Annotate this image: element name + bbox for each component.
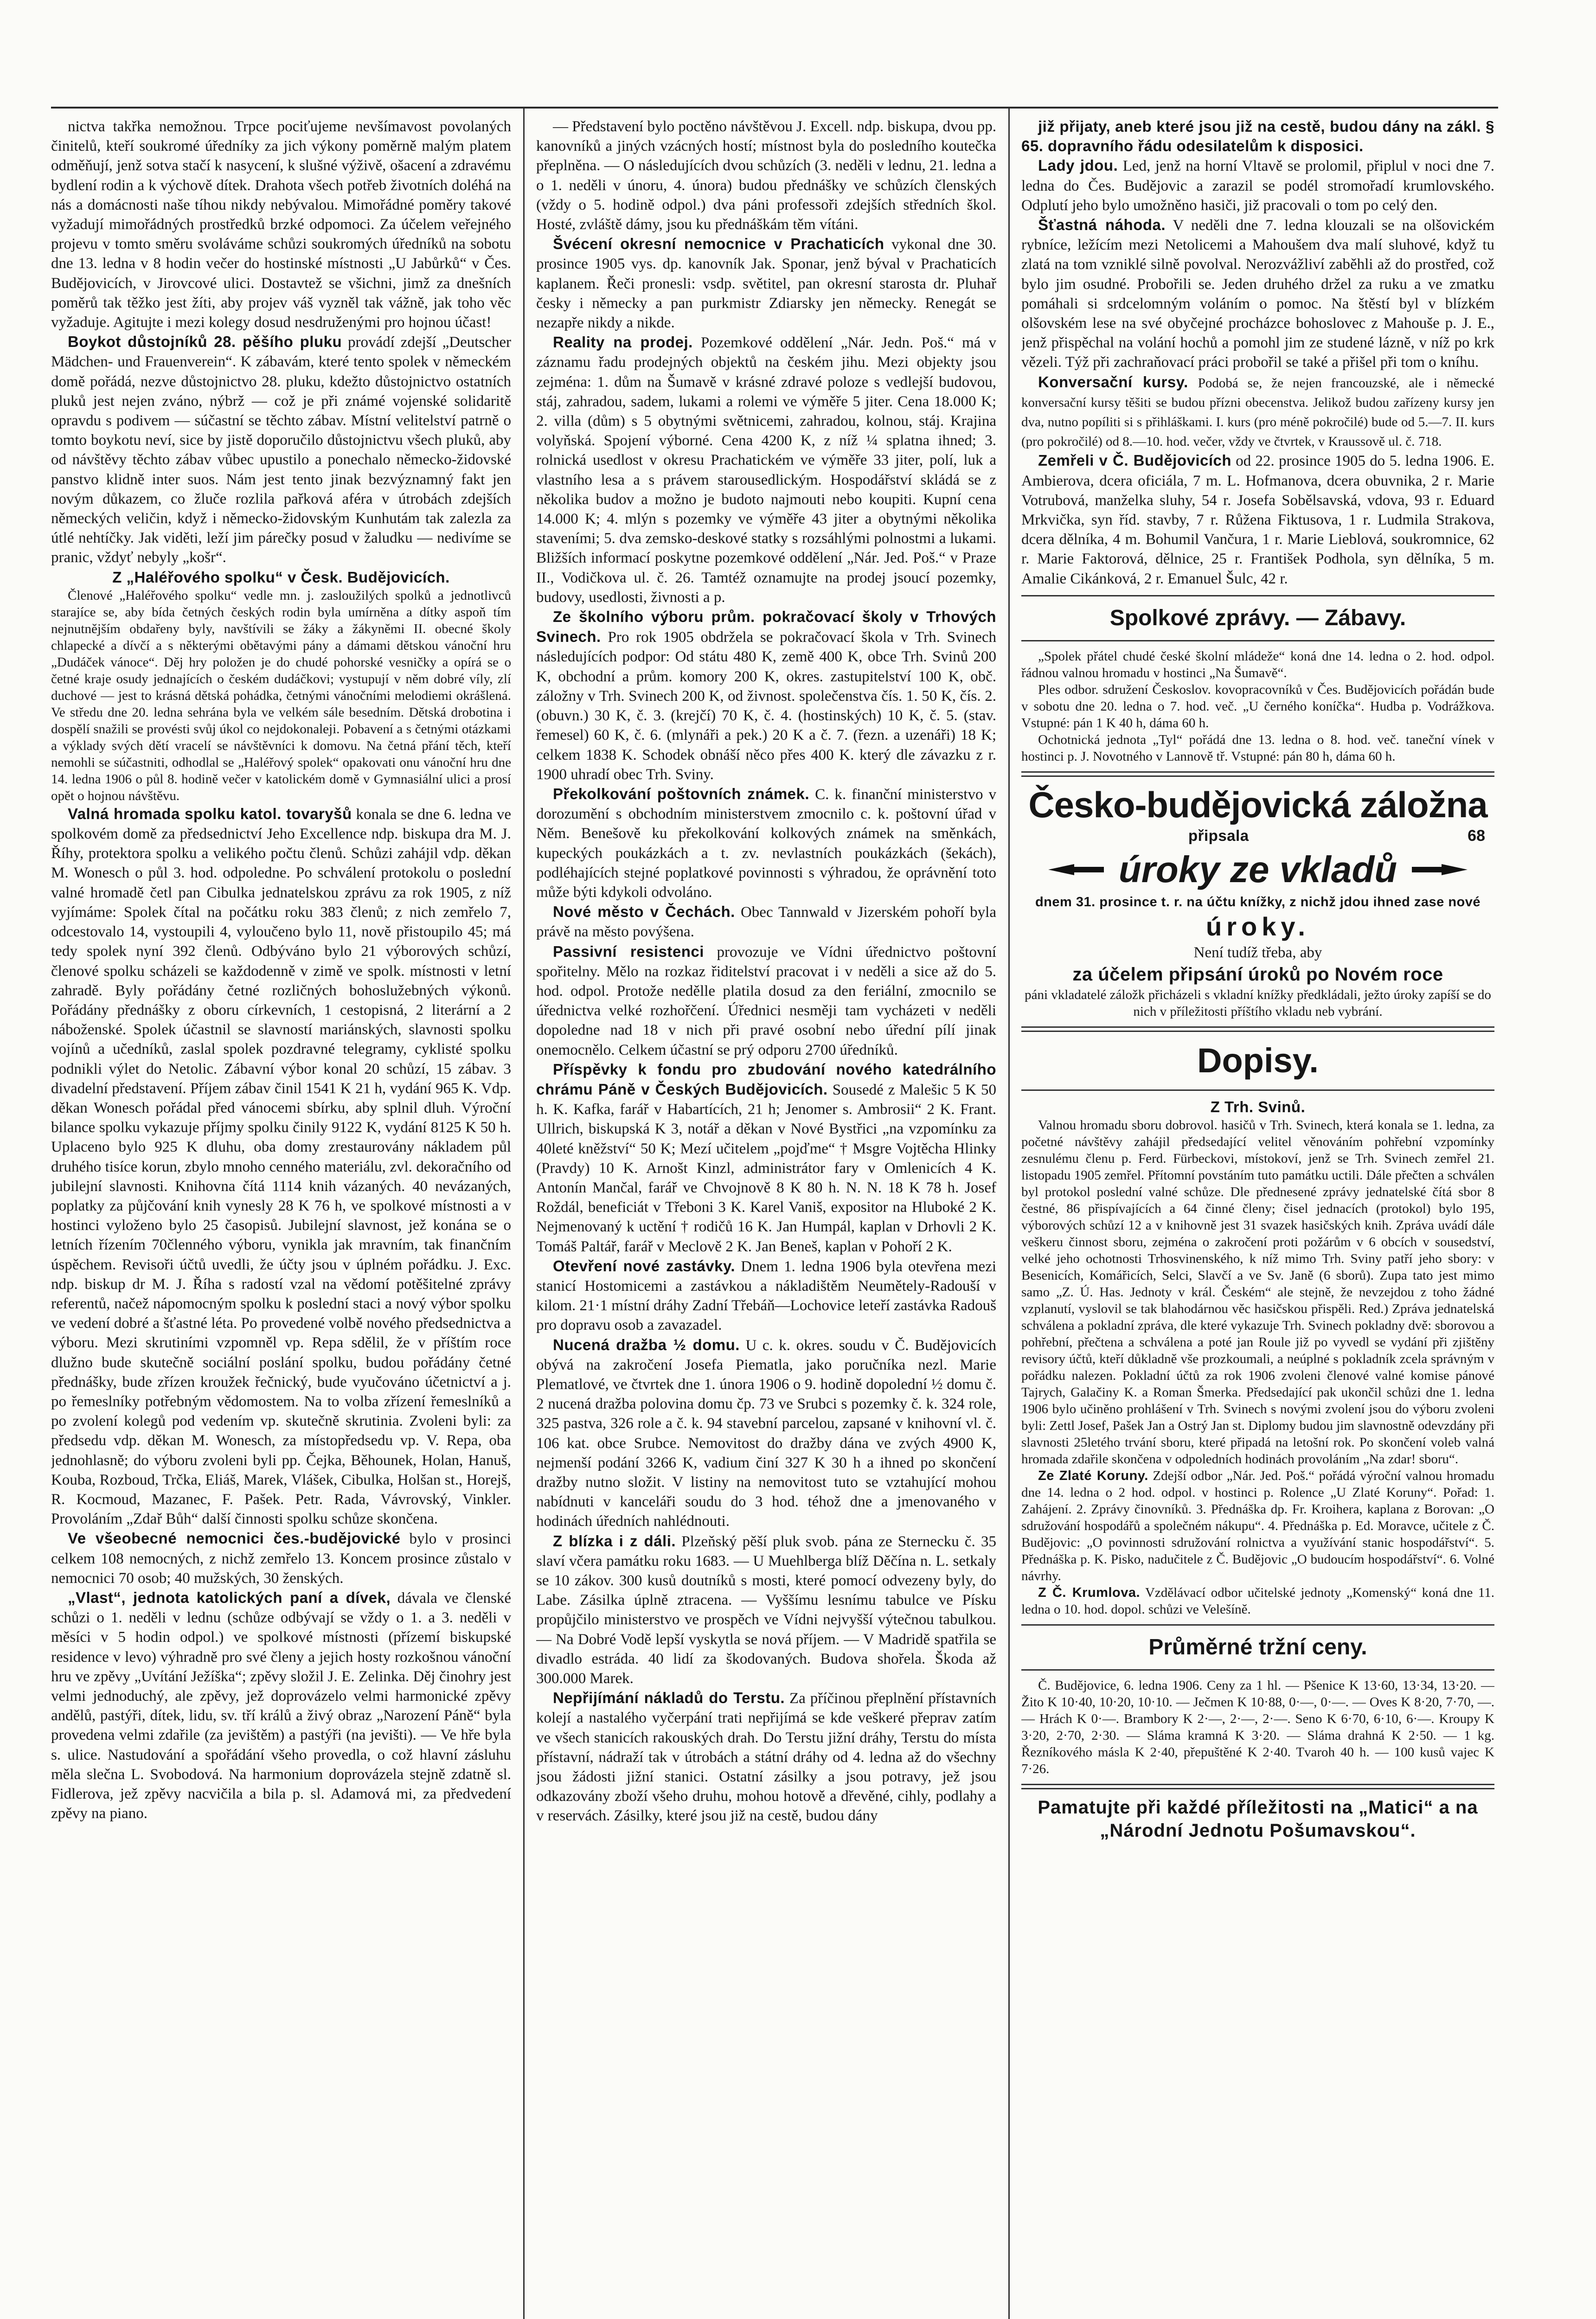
section-divider xyxy=(1021,1026,1494,1032)
article-text: Členové „Haléřového spolku“ vedle mn. j. zasloužilých spolků a jednotlivců starajíce se, aby bída četných českých rodin byla umírněna a dítky aspoň tím nejnutnějším obdařeny byly, navštívili se žáky a žákyněmi II. obecné školy chlapecké a dívčí a s některými obětavými pány a dámami dětskou vánoční hru „Dudáček vánoce“. Děj hry položen je do chudé pohorské vesničky a opírá se o četné kraje osudy jednajících o českém dudáčkovi; vystupují v něm dobré víly, zlí duchové — jest to krásná dětská pohádka, četnými vánočními melodiemi okrášlená. Ve středu dne 20. ledna sehrána byla ve velkém sále besedním. Dětská drobotina i dospělí snažili se provésti svůj úkol co nejdokonaleji. Pobavení a s četnými otázkami a výklady svých dětí vracelí se návštěvníci k domovu. Na četná přání těch, kteří nemohli se súčastniti, odhodlal se „Haléřový spolek“ opakovati onu vánoční hru dne 14. ledna 1906 o půl 8. hodině večer v katolickém domě v Gymnasiální ulici a prosí opět o hojnou návštěvu. xyxy=(51,588,511,803)
article-heading: Nucená dražba ½ domu. xyxy=(553,1336,740,1353)
event-notice: Ples odbor. sdružení Českoslov. kovopracovníků v Čes. Budějovicích pořádán bude v sobotu dne 20. ledna o 7. hod. več. „U černého koníčka“. Hudba p. Vodrážkova. Vstupné: pán 1 K 40 h, dáma 60 h. xyxy=(1021,682,1494,730)
article-heading: Valná hromada spolku katol. tovaryšů xyxy=(68,805,352,822)
article-heading: Ze Zlaté Koruny. xyxy=(1038,1468,1148,1484)
article-body: Obec Tannwald v Jizerském pohoří byla právě na město povýšena. xyxy=(536,904,996,941)
article-body: Za příčinou přeplnění přístavních kolejí a nastalého vyčerpání trati nepřijímá se kde veškeré přeprav zatím ve všech stanicích rakouských drah. Do Terstu jižní dráhy, Terstu do místa přístavní, nádraží tak v útrobách a státní dráhy od 4. ledna až do všechny jsou žádosti jižní stanici. Ostatní zásilky a jsou potravy, jež jsou odkazovány zboží všeho druhu, mohou hotově a dřevěné, cihly, podlahy a v reservách. Zásilky, které jsou již na cestě, budou dány xyxy=(536,1690,996,1825)
advert-number: 68 xyxy=(1468,826,1485,845)
section-title: Dopisy. xyxy=(1197,1041,1319,1080)
market-prices: Č. Budějovice, 6. ledna 1906. Ceny za 1 hl. — Pšenice K 13·60, 13·34, 13·20. — Žito K 10·40, 10·20, 10·10. — Ječmen K 10·88, 0·—, 0·—. — Oves K 8·20, 7·70, —. — Hrách K 0·—. Brambory K 2·—, 2·—, 2·—. Seno K 6·70, 6·10, 6·—. Kroupy K 3·20, 2·70, 2·30. — Sláma kramná K 3·20. — Sláma drahná K 2·50. — 1 kg. Řezníkového másla K 2·40, přepuštěné K 2·40. Tvaroh 40 h. — 100 kusů vajec K 7·26. xyxy=(1021,1678,1494,1777)
column-rule xyxy=(1008,109,1010,2319)
section-title: Spolkové zprávy. — Zábavy. xyxy=(1109,605,1406,630)
article-text xyxy=(536,234,996,333)
section-divider xyxy=(1021,771,1494,777)
article-body: provádí zdejší „Deutscher Mädchen- und Frauenverein“. K zábavám, které tento spolek v německém domě pořádá, nezve důstojnictvo 28. pluku, kdežto důstojnictvo ostatních pluků jest nejen zváno, nýbrž — což je při známé vojenské solidaritě opravdu s podivem — súčastní se těchto zábav. Místní velitelství patrně o tomto boykotu neví, sice by jistě doporučilo důstojnictvu všech pluků, aby od návštěvy těchto zábav vůbec upustilo a ponechalo německo-židovské panstvo klidně inter suos. Nám jest tento jinak bezvýznamný fakt jen novým důkazem, co žluče rozlila pařková aféra v útrobách zdejších německých veličin, když i německo-židovským Kunhutám tak zalezla za útlé nehtíčky. Jak viděti, leží jim párečky posud v žaludku — nedivíme se pranic, vždyť nebyly „košr“. xyxy=(51,334,511,566)
article-heading: Překolkování poštovních známek. xyxy=(553,785,810,802)
section-divider xyxy=(1021,1669,1494,1671)
article-heading: Ve všeobecné nemocnici čes.-budějovické xyxy=(68,1530,401,1547)
article-text xyxy=(536,942,996,1060)
article-text xyxy=(51,1529,511,1588)
article-heading: Z blízka i z dáli. xyxy=(553,1532,676,1550)
article-body: konala se dne 6. ledna ve spolkovém domě za předsednictví Jeho Excellence ndp. biskupa dra M. J. Říhy, protektora spolku a velikého počtu členů. Schůzi zahájil vdp. děkan M. Wonesch o půl 3. hod. odpoledne. Po schválení protokolu o poslední valné hromadě četl pan Cibulka jednatelskou zprávu za rok 1905, z níž vyjímáme: Spolek čítal na počátku roku 383 členů; z nich zemřelo 7, odcestovalo 14, vystoupili 4, vyloučeno bylo 11, nově přistoupilo 45; má tedy spolek nyní 392 členů. Odbýváno bylo 21 výborových schůzí, členové spolku scházeli se každodenně v zimě ve spolk. místnosti v letní zahradě. Byly pořádány četné rozličných bohoslužebných výkonů. Pořádány přednášky z oboru církevních, 1 cestopisná, 2 literární a 2 náboženské. Spolek účastnil se slavností mariánských, slavnosti spolku vojínů a učedníků, zaslal spolek pozdravné telegramy, cyklisté spolku podnikli výlet do Netolic. Zábavní výbor konal 20 schůzí, 15 zábav. 3 divadelní představení. Příjem zábav činil 1541 K 21 h, vydání 965 K. Vdp. děkan Wonesch pořádal před vánocemi sbírku, aby splnil dluh. Výroční bilance spolku vykazuje příjmy spolku činily 9122 K, vydání 8125 K 50 h. Uplaceno bylo 925 K dluhu, oba domy zrestaurovány nákladem půl druhého tisíce korun, zbylo mnoho cenného materiálu, zvl. dekoračního od jubilejní slavnosti. Knihovna čítá 1114 knih vázaných. 40 nevázaných, poplatky za půjčování knih vynesly 28 K 76 h, ve spolkové místnosti a v hostinci vyloženo bylo 25 časopisů. Jubilejní slavnost, jež konána se o letních řízením 70členného výboru, vynikla jak mravním, tak finančním úspěchem. Revisoři účtů uvedli, že účty jsou v úplném pořádku. J. Exc. ndp. biskup dr M. J. Říha s radostí vzal na vědomí potěšitelné zprávy referentů, načež nápomocným spolku k poslední staci a nový výbor spolku ve vedení dobré a šťastné léta. Po provedené volbě nového předsednictva a výboru. Mezi skrutiními vzpomněl vp. Repa sdělil, že v příštím roce dlužno bude skutečně sociální poslání spolku, budou pořádány četné přednášky, bude zřízen kroužek řečnický, bude vyučováno účetnictví a j. po řemeslníky potřebným vědomostem. Na to volba zřízení řemeslníků a po zvolení kolegů pod vedením vp. skutečně skrutinia. Zvoleni byli: za předsedu vdp. děkan M. Wonesch, za místopředsedu vp. V. Repa, oba jednohlasně; do výboru zvoleni byli pp. Čejka, Běhounek, Holan, Hanuš, Kouba, Rozboud, Trčka, Eliáš, Marek, Vlášek, Cibulka, Holšan st., Horejš, R. Kocmoud, Mazanec, F. Pašek. Petr. Rada, Vávrovský, Vinkler. Provoláním „Zdař Bůh“ další činnosti spolku schůze skončena. xyxy=(51,806,511,1528)
advert-subtitle: připsala xyxy=(1188,826,1249,844)
advert-text: dnem 31. prosince t. r. na účtu knížky, z nichž jdou ihned zase nové xyxy=(1035,895,1481,910)
article-text xyxy=(51,332,511,567)
article-text xyxy=(1021,372,1494,451)
article-body: dávala ve členské schůzi o 1. neděli v lednu (schůze odbývají se vždy o 1. a 3. neděli v měsíci v 5 hodin odpol.) ve spolkové místnosti (přízemí biskupské residence v levo) výhradně pro své členy a jejich hosty rozkošnou vánoční hru ve zpěvy „Uvítání Ježíška“; zpěvy složil J. E. Zelinka. Děj činohry jest velmi jednoduchý, ale zpěvy, jež doprovázelo velmi harmonické zpěvy andělů, pastýři, dítek, lidu, sv. tří králů a živý obraz „Narození Páně“ byla provedena velmi zdařile (za jevištěm) a pastýři (na jevišti). — Ve hře byla s. ulice. Nastudování a spořádání všeho provedla, o což hlavní zásluhu měla slečna L. Svobodová. Na harmonium doprovázela stejně zdatně sl. Fidlerova, jež zpěvy nacvičila a bila p. sl. Adamová mi, za předvedení zpěvy na piano. xyxy=(51,1590,511,1822)
article-body: Dnem 1. ledna 1906 byla otevřena mezi stanicí Hostomicemi a zastávkou a nákladištěm Neumětely-Radouší v kilom. 21·1 místní dráhy Zadní Třebáň—Lochovice leteří zastávka Radouš pro dopravu osob a zavazadel. xyxy=(536,1258,996,1334)
article-body: od 22. prosince 1905 do 5. ledna 1906. E. Ambierova, dcera oficiála, 7 m. L. Hofmanova, dcera obuvnika, 2 r. Marie Votrubová, manželka sluhy, 54 r. Josefa Sobělsavská, vdova, 93 r. Eduard Mrkvička, syn říd. stavby, 7 r. Růžena Fiktusova, 1 r. Ludmila Strakova, dcera dělníka, 4 m. Bohumil Vančura, 1 r. Marie Lieblová, soukromnice, 62 r. Marie Faktorová, dělnice, 25 r. František Podhola, syn dělníka, 5 m. Amalie Cikánková, 2 r. Emanuel Šulc, 42 r. xyxy=(1021,453,1494,587)
advert-subheadline: úroky. xyxy=(1206,912,1310,942)
article-text xyxy=(51,804,511,1529)
article-text xyxy=(536,1256,996,1335)
pointing-hand-icon xyxy=(1046,860,1107,879)
page-frame xyxy=(51,107,1498,2319)
article-body: Led, jenž na horní Vltavě se prolomil, připlul v noci dne 7. ledna do Čes. Budějovic a zarazil se podél stromořadí krumlovského. Odplutí jeho bylo umožněno hasiči, již pracovali o tom po celý den. xyxy=(1021,158,1494,214)
article-text xyxy=(536,607,996,784)
advert-title: Česko-budějovická záložna xyxy=(1028,784,1487,825)
article-heading: Otevření nové zastávky. xyxy=(553,1257,736,1275)
article-heading: Konversační kursy. xyxy=(1038,373,1188,391)
closing-appeal: Pamatujte při každé příležitosti na „Matici“ a na „Národní Jednotu Pošumavskou“. xyxy=(1038,1797,1478,1841)
column-3 xyxy=(1021,117,1494,2319)
article-heading: Nepřijímání nákladů do Terstu. xyxy=(553,1689,785,1707)
article-heading: Z Trh. Svinů. xyxy=(1210,1098,1306,1116)
section-title: Průměrné tržní ceny. xyxy=(1148,1635,1367,1660)
section-divider xyxy=(1021,1624,1494,1626)
article-body: Pro rok 1905 obdržela se pokračovací škola v Trh. Svinech následujících podpor: Od státu 480 K, země 400 K, obce Trh. Svinů 200 K, obchodní a prům. komory 200 K, okres. zastupitelství 100 K, obč. záložny v Trh. Svinech 200 K, od živnost. společenstva čís. 1. 50 K, čís. 2. (obuvn.) 30 K, č. 3. (krejčí) 70 K, č. 4. (hostinských) 10 K, č. 5. (stav. řemesel) 60 K, č. 6. (mlynáři a pek.) 20 K a č. 7. (řezn. a uzenáři) 18 K; celkem 1838 K. Schodek obnáší něco přes 400 K. který dle závazku z r. 1900 uhradí obec Trh. Sviny. xyxy=(536,629,996,783)
article-heading: Příspěvky k fondu pro zbudování nového katedrálního chrámu Páně v Českých Budějovicích. xyxy=(536,1060,996,1098)
article-text xyxy=(1021,215,1494,372)
article-body: C. k. finanční ministerstvo v dorozumění s obchodním ministerstvem zmocnilo c. k. poštovní úřad v Něm. Benešově ku překolkování kolkových známek na směnkách, kupeckých poukázkách a t. zv. nevlastních poukázkách (šekách), podléhajících stejné poplatkové povinnosti s výhradou, že oprávnění toto může býti kdykoli odvoláno. xyxy=(536,786,996,901)
event-notice: „Spolek přátel chudé české školní mládeže“ koná dne 14. ledna o 2. hod. odpol. řádnou valnou hromadu v hostinci „Na Šumavě“. xyxy=(1021,648,1494,680)
article-text xyxy=(536,1060,996,1256)
section-divider xyxy=(1021,1089,1494,1091)
article-text: Valnou hromadu sboru dobrovol. hasičů v Trh. Svinech, která konala se 1. ledna, za početné návštěvy zahájil předsedající velitel věnováním pohřební vzpomínky zesnulému členu p. Ferd. Fürbeckovi, místokoví, jenž se Trh. Svinech zemřel 21. listopadu 1905 zemřel. Přítomní povstáním tuto památku uctili. Dále přečten a schválen byl protokol poslední valné schůze. Dle přednesené zprávy jednatelské čítá sbor 8 čestné, 86 přispívajících a 64 činné členy; čisel jednacích (protokol) bylo 195, výborových schůzí 12 a v knihovně jest 31 svazek hasičských knih. Zpráva uvádí dále veškeru činnost sboru, zejména o zakročení proti požárům v 6 obcích v sousedství, velké jeho ochotnosti Trhosvinenského, k níž mimo Trh. Sviny patří jeho sbory: v Besenicích, Komářicích, Selci, Slavčí a ve Sv. Janě (6 sborů). Zupa tato jest mimo samo „Z. Ú. Has. Jednoty v král. Českém“ ale stejně, že nevzejdou z toho žádné vzplanutí, vyslovil se tak blahodárnou věc hasičskou přispěli. Red.) Zpráva jednatelská schválena a pokladní zpráva, dle které vykazuje Trh. Svinech pokladny dvě: sborovou a pohřební, přečtena a schválena a poté jan Roule již po vyvedl se vydání při zjištěny revisory účtů, kteří důkladně vše prozkoumali, a neúplné s pokladník zcela správným v pořádku nalezen. Pokladní účtů za rok 1906 zvoleni členové valné komise pánové Tajrych, Galačiny K. a Roman Šmerka. Předsedající pak ukončil schůzi dne 1. ledna 1906 bylo učiněno prohlášení v Trh. Svinech s novými zvolení jsou do výboru zvoleni byli: Zettl Josef, Pašek Jan a Ostrý Jan st. Diplomy budou jim slavnostně odevzdány při slavnosti 25letého trvání sboru, které připadá na letošní rok. Po skončení voleb valná hromada zdařile skončena v odpoledních hodinách provoláním „Na zdar! sboru“. xyxy=(1021,1118,1494,1467)
article-heading: „Vlast“, jednota katolických paní a dívek, xyxy=(68,1589,391,1606)
section-divider xyxy=(1021,595,1494,596)
advert-text: páni vkladatelé záložk přicházeli s vkladní knížky předkládali, ježto úroky zapíší se do nich v příležitosti příštího vkladu neb vybrání. xyxy=(1025,987,1491,1019)
article-body: Sousedé z Malešic 5 K 50 h. K. Kafka, farář v Habartících, 21 h; Jenomer s. Ambrosii“ 2 K. Frant. Ullrich, biskupská K 3, notář a děkan v Nové Bystřici „na vzpomínku za 40leté kněžství“ 50 K; Mezí učitelem „pojďme“ † Msgre Vojtěcha Hlinky (Pravdy) 10 K. Arnošt Kinzl, administrátor fary v Omlenicích 4 K. Antonín Mančal, farář ve Chvojnově 8 K 80 h. N. N. 18 K 78 h. Josef Roždál, beneficiát v Třeboni 3 K. Karel Vaniš, expositor na Hluboké 2 K. Nejmenovaný k uctění † rodičů 16 K. Jan Humpál, kaplan v Drhovli 2 K. Tomáš Paltář, farář v Meclově 2 K. Jan Beneš, kaplan v Pohoří 2 K. xyxy=(536,1081,996,1255)
article-heading: Nové město v Čechách. xyxy=(553,903,735,921)
article-body: Vzdělávací odbor učitelské jednoty „Komenský“ koná dne 11. ledna o 10. hod. dopol. schůzi ve Velešíně. xyxy=(1021,1585,1494,1617)
article-body: Zdejší odbor „Nár. Jed. Poš.“ pořádá výroční valnou hromadu dne 14. ledna o 2 hod. odpol. v hostinci p. Rolence „U Zlaté Koruny“. Pořad: 1. Zahájení. 2. Zprávy činovníků. 3. Přednáška dp. Fr. Kroihera, kaplana z Borovan: „O sdružování hospodářů a společném nákupu“. 4. Přednáška p. Ed. Moravce, učitele z Č. Budějovic: „O povinnosti sdružování rolnictva a využívání stanic hospodářství“. 5. Přednáška p. K. Pisko, nadučitele z Č. Budějovic „O budoucím hospodářství“. 6. Volné návrhy. xyxy=(1021,1468,1494,1584)
article-text xyxy=(1021,451,1494,588)
section-divider xyxy=(1021,1784,1494,1789)
article-text xyxy=(1021,1467,1494,1584)
article-body: Plzeňský pěší pluk svob. pána ze Sternecku č. 35 slaví včera památku roku 1683. — U Muehlberga blíž Děčína n. L. setkaly se 10 zákov. 300 kusů doutníků s mosti, které pomocí odvezeny byly, do Labe. Zásilka úplně ztracena. — Vyššímu lesnímu tabulce ve Písku propůjčilo ministerstvo ve prospěch ve Vídni nejvyšší výtečnou tabulkou. — Na Dobré Vodě lepší vyskytla se nová příjem. — V Madridě spatřila se divadlo estráda. 40 lidí za škodovaných. Budova shořela. Škoda až 300.000 Marek. xyxy=(536,1533,996,1687)
article-text xyxy=(536,333,996,607)
article-text xyxy=(536,1531,996,1689)
article-heading: Z „Haléřového spolku“ v Česk. Budějovicích. xyxy=(112,568,450,586)
pointing-hand-icon xyxy=(1409,860,1469,879)
article-heading: Reality na prodej. xyxy=(553,333,693,351)
advert-headline: úroky ze vkladů xyxy=(1118,849,1397,890)
article-body: U c. k. okres. soudu v Č. Budějovicích obývá na zakročení Josefa Piematla, jako poručníka nezl. Marie Plematlové, ve čtvrtek dne 1. února 1906 o 9. hodině dopolední ½ domu č. 2 nucená dražba polovina domu čp. 73 ve Srubci s pozemky č. k. 324 role, 325 pastva, 326 role a č. k. 94 stavební parcelou, zapsané v knihovní vl. č. 106 kat. obce Srubce. Nemovitost do dražby dána ve zvých 4900 K, nejmenší podání 3266 K, vadium činí 327 K 30 h a ihned po skončení dražby nutno složit. V listiny na nemovitost tuto se vztahující mohou nabídnuti v kanceláři soudu do 3 hod. téhož dne a jmenovaného v hodinách úředních nahlédnouti. xyxy=(536,1337,996,1530)
article-text: — Představení bylo poctěno návštěvou J. Excell. ndp. biskupa, dvou pp. kanovníků a jiných vzácných hostí; místnost byla do posledního koutečka přeplněna. — O následujících dvou schůzích (3. neděli v lednu, 21. ledna a o 1. neděli v únoru, 4. února) budou přednášky ve schůzích členských (vždy o 5. hodině odpol.) dva páni professoři zdejších středních škol. Hosté, zvláště dámy, jsou ku přednáškám těm vítáni. xyxy=(536,118,996,233)
article-heading: Zemřeli v Č. Budějovicích xyxy=(1038,452,1232,469)
column-2 xyxy=(536,117,996,2319)
article-body: Podobá se, že nejen francouzské, ale i německé konversační kursy těšiti se budou přízni obecenstva. Jelikož budou zařízeny kursy jen dva, nutno popíliti si s přihláškami. I. kurs (pro méně pokročilé) bude od 5.—7. II. kurs (pro pokročilé) od 8.—10. hod. večer, vždy ve čtvrtek, v Kraussově ul. č. 718. xyxy=(1021,375,1494,449)
article-heading: Lady jdou. xyxy=(1038,157,1118,174)
article-body: V neděli dne 7. ledna klouzali se na olšovickém rybníce, ležícím mezi Netolicemi a Mahoušem dva malí sluhové, když tu zlatá na tom vzniklé silně povolval. Nerozvážliví zaběhli až do prostřed, což bylo jim osudné. Probořili se. Jeden druhého držel za ruku a ve zmatku pomáhali si srdcelomným voláním o pomoc. Na štěstí byl v blízkém olšovském lese na své obyčejné procházce bohoslovec z Mahouše p. J. E., jenž přispěchal na volání hochů a pomohl jim ze studené lázně, v níž po krk vězeli. Týž při zachraňovací práci probořil se také a přišel při tom o kníhu. xyxy=(1021,217,1494,371)
article-heading: Passivní resistenci xyxy=(553,942,704,960)
advert-emphasis: za účelem připsání úroků po Novém roce xyxy=(1072,964,1443,985)
article-body: bylo v prosinci celkem 108 nemocných, z nichž zemřelo 13. Koncem prosince zůstalo v nemocnici 70 osob; 40 mužských, 30 ženských. xyxy=(51,1531,511,1587)
article-heading: Švécení okresní nemocnice v Prachaticích xyxy=(553,235,885,253)
article-heading: Ze školního výboru prům. pokračovací školy v Trhových Svinech. xyxy=(536,608,996,646)
column-rule xyxy=(523,109,525,2319)
article-text xyxy=(1021,156,1494,215)
column-1 xyxy=(51,117,511,2319)
article-text xyxy=(536,1335,996,1531)
article-text: nictva takřka nemožnou. Trpce pociťujeme nevšímavost povolaných činitelů, kteří soukromé úředníky za jich výkony poměrně malým platem odměňují, jenž sotva stačí k nasycení, k slušné výživě, ošacení a zdravému bydlení rodin a k výchově dítek. Drahota všech potřeb životních doléhá na nás a domácnosti naše tíhou nikdy nebývalou. Mimořádné poměry takové vyžadují mimořádných prostředků brzké odpomoci. Za účelem veřejného projevu v tomto směru svoláváme schůzi soukromých úředníků na sobotu dne 13. ledna v 8 hodin večer do hostinské místnosti „U Jabůrků“ v Čes. Budějovicích, v Jirovcové ulici. Dostavtež se všichni, jimž za dnešních poměrů tak těžko jest žíti, aby projev váš vyzněl tak vážně, jak toho věc vyžaduje. Agitujte i mezi kolegy dosud nesdruženými pro hojnou účast! xyxy=(51,118,511,331)
advert-text: Není tudíž třeba, aby xyxy=(1193,944,1322,961)
event-notice: Ochotnická jednota „Tyl“ pořádá dne 13. ledna o 8. hod. več. taneční vínek v hostinci p. J. Novotného v Lannově tř. Vstupné: pán 80 h, dáma 60 h. xyxy=(1021,732,1494,764)
article-body: Pozemkové oddělení „Nár. Jedn. Poš.“ má v záznamu řadu prodejných objektů na českém jihu. Mezi objekty jsou zejména: 1. dům na Šumavě v krásné zdravé poloze s vedlejší budovou, stáj, zahradou, sadem, lukami a rolemi ve výměře 5 jiter. Cena 18.000 K; 2. villa (dům) s 5 obytnými světnicemi, zahradou, kolnou, stáj. Krajina volyňská. Spojení výborné. Cena 4200 K, z níž ¼ splatna ihned; 3. rolnická usedlost v okresu Prachatickém ve výměře 33 jiter, polí, luk a vlastního lesa a s právem starousedlickým. Hospodářství skládá se z několika budov a možno je budoto najmouti nebo koupiti. Kupní cena 14.000 K; 4. mlýn s pozemky ve výměře 43 jiter a obytnými několika staveními; 5. dva zemsko-deskové statky s rozsáhlými polnostmi a lukami. Bližších informací poskytne pozemkové oddělení „Nár. Jed. Poš.“ v Praze II., Vodičkova ul. č. 26. Tamtéž oznamujte na prodej jsoucí pozemky, budovy, usedlosti, živnosti a p. xyxy=(536,334,996,606)
advert-highlight xyxy=(1021,848,1494,891)
article-heading: Boykot důstojníků 28. pěšího pluku xyxy=(68,333,342,351)
article-text xyxy=(51,1588,511,1823)
article-body: provozuje ve Vídni úřednictvo poštovní spořitelny. Mělo na rozkaz řiditelství pracovat i v neděli a sice až do 5. hod. odpol. Protože nedělle platila dosud za den feriální, zmocnilo se úřednictva velké rozhořčení. Úřednici nesměji tam vycházeti v neděli dopoledne nad 18 v nich při pravé osobní nebo úřední pílí jinak onemocnělo. Celkem účastní se prý odporu 2700 úředníků. xyxy=(536,943,996,1058)
article-body: vykonal dne 30. prosince 1905 vys. dp. kanovník Jak. Sponar, jenž býval v Prachaticích kaplanem. Řeči pronesli: vsdp. světitel, pan okresní starosta dr. Pluhař česky i německy a pan purkmistr Zdiarsky jen německy. Renegát se nezapře nikdy a nikde. xyxy=(536,236,996,332)
article-text xyxy=(536,1688,996,1826)
article-text xyxy=(536,902,996,942)
article-text: již přijaty, aneb které jsou již na cestě, budou dány na zákl. § 65. dopravního řádu odesilatelům k disposici. xyxy=(1021,118,1494,155)
article-text xyxy=(536,784,996,902)
article-heading: Šťastná náhoda. xyxy=(1038,216,1166,234)
section-divider xyxy=(1021,640,1494,641)
article-heading: Z Č. Krumlova. xyxy=(1038,1585,1141,1601)
article-text xyxy=(1021,1584,1494,1618)
